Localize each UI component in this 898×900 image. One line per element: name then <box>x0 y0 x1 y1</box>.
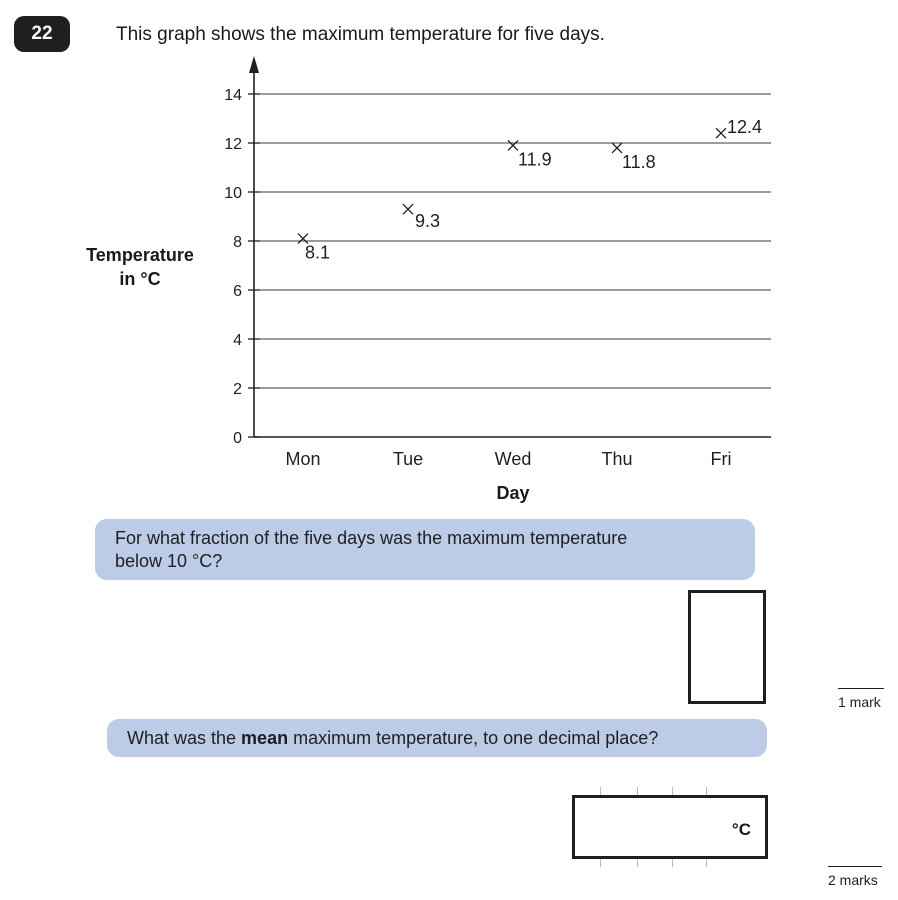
question-intro: This graph shows the maximum temperature for five days. <box>116 24 605 45</box>
y-tick-label: 8 <box>233 234 242 251</box>
data-point-tue <box>403 204 413 214</box>
answer-grid-tick <box>672 859 673 867</box>
x-tick-label: Wed <box>494 449 532 469</box>
data-label-fri: 12.4 <box>727 117 763 138</box>
x-tick-label: Mon <box>285 449 321 469</box>
question-2-box <box>107 719 767 757</box>
marks-1-label: 1 mark <box>838 694 881 710</box>
x-axis-label: Day <box>496 483 530 503</box>
x-tick-label: Tue <box>392 449 424 469</box>
data-label-tue: 9.3 <box>415 211 441 232</box>
answer-box-2-area <box>566 787 776 867</box>
question-2-text-after: maximum temperature, to one decimal place? <box>288 728 659 748</box>
y-axis-label-line1: Temperature <box>86 245 194 265</box>
data-point-wed <box>508 140 518 150</box>
y-tick-label: 2 <box>233 381 242 398</box>
data-point-thu <box>612 143 622 153</box>
answer-box-1[interactable] <box>688 590 766 704</box>
y-tick-label: 6 <box>233 283 242 300</box>
answer-grid-tick <box>600 859 601 867</box>
data-label-mon: 8.1 <box>305 242 331 263</box>
answer-grid-tick <box>706 859 707 867</box>
question-1-line1: For what fraction of the five days was the maximum temperature <box>115 528 628 548</box>
y-tick-label: 4 <box>233 332 242 349</box>
marks-2-label: 2 marks <box>828 872 878 888</box>
answer-grid-tick <box>600 787 601 795</box>
answer-grid-tick <box>706 787 707 795</box>
y-axis-label <box>70 243 210 291</box>
y-tick-label: 0 <box>233 430 242 447</box>
y-tick-label: 14 <box>224 87 242 104</box>
y-axis-arrow <box>249 56 259 73</box>
x-tick-label: Thu <box>601 449 633 469</box>
answer-box-2[interactable] <box>572 795 768 859</box>
y-tick-label: 12 <box>224 136 242 153</box>
question-1-box <box>95 519 755 580</box>
data-label-thu: 11.8 <box>622 151 656 172</box>
marks-2 <box>828 872 878 888</box>
data-label-wed: 11.9 <box>518 149 552 170</box>
question-number-badge: 22 <box>14 16 70 52</box>
answer-unit: °C <box>731 820 751 839</box>
y-axis-label-line2: in °C <box>119 269 161 289</box>
answer-grid-tick <box>637 859 638 867</box>
x-tick-label: Fri <box>710 449 732 469</box>
question-2-text-before: What was the <box>127 728 242 748</box>
data-point-fri <box>716 128 726 138</box>
answer-grid-tick <box>672 787 673 795</box>
question-1-line2: below 10 °C? <box>115 551 223 571</box>
marks-1 <box>838 694 881 710</box>
marks-2-rule <box>828 866 882 867</box>
question-2-text-bold: mean <box>241 728 289 748</box>
y-tick-label: 10 <box>224 185 242 202</box>
marks-1-rule <box>838 688 884 689</box>
answer-grid-tick <box>637 787 638 795</box>
